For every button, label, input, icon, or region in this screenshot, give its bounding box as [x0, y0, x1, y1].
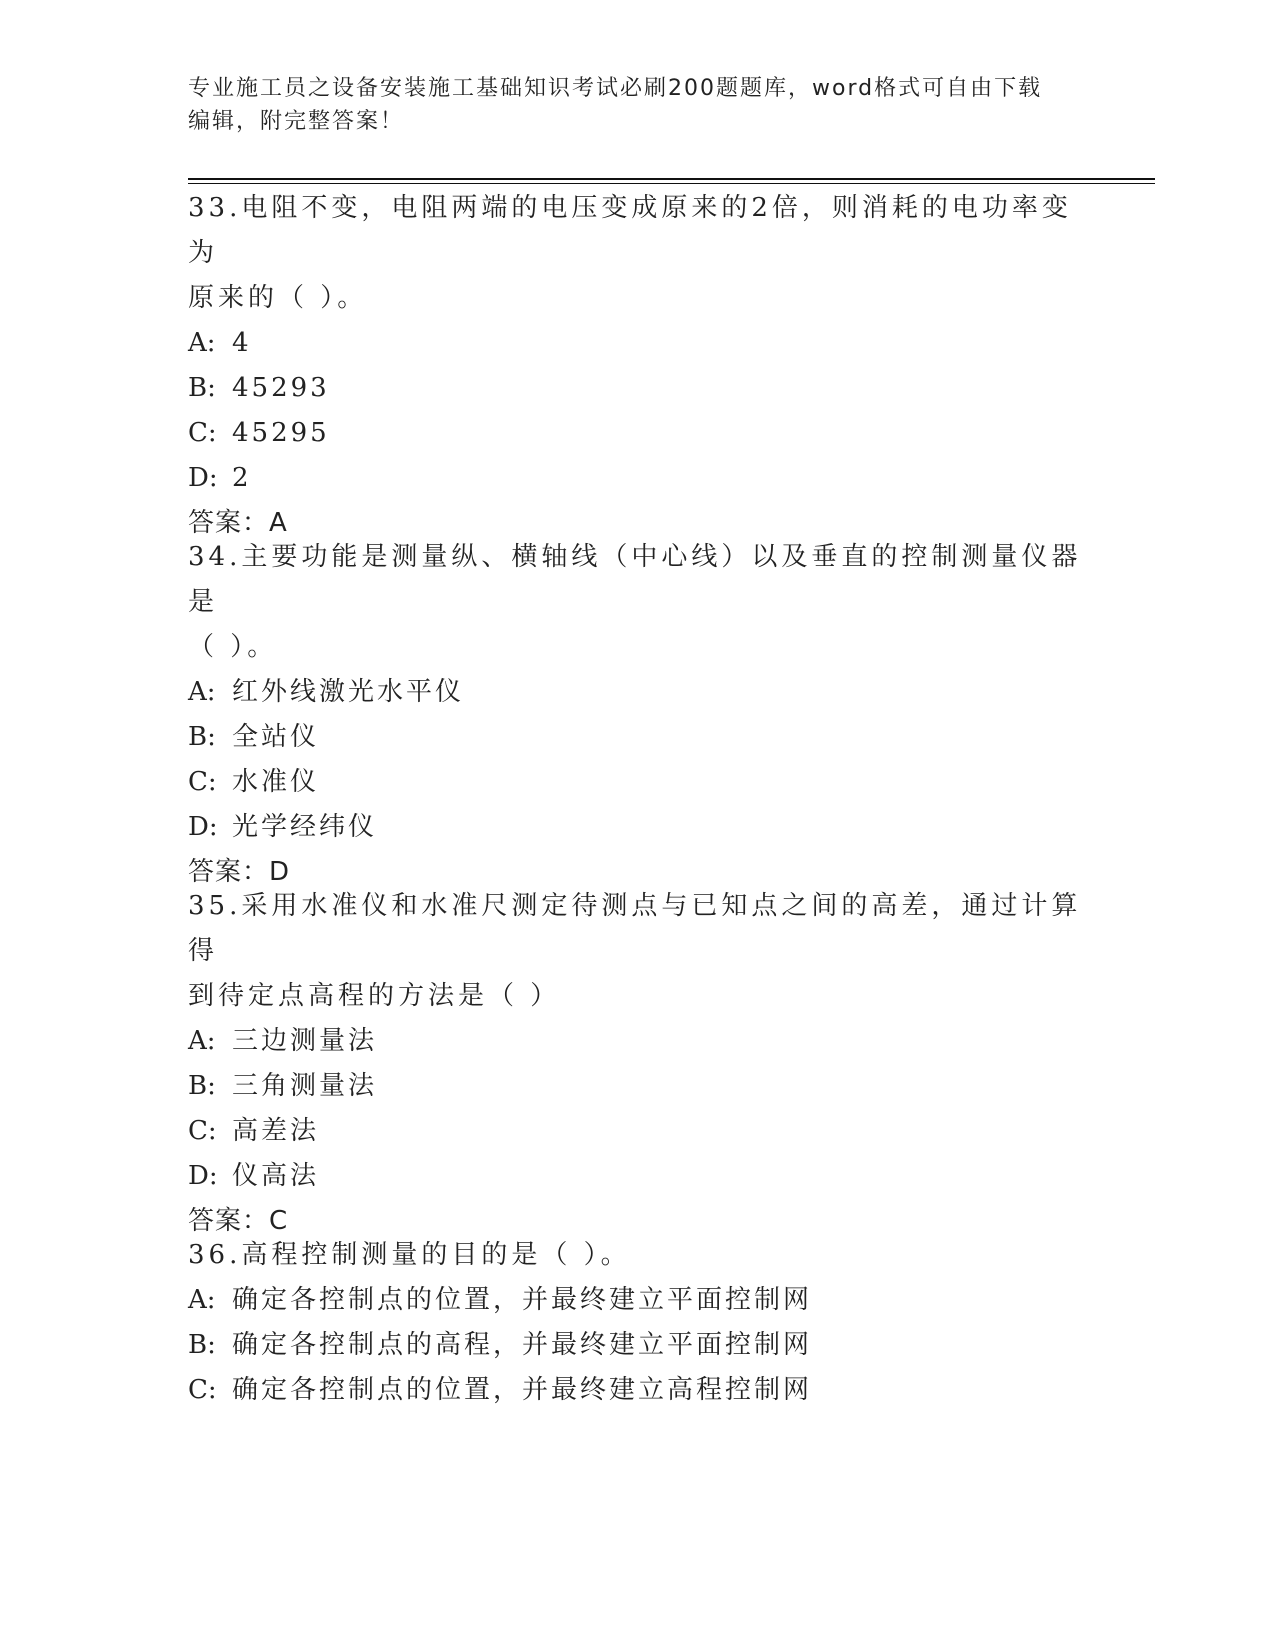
option-c — [188, 411, 1088, 456]
option-d — [188, 456, 1088, 501]
option-text: 光学经纬仪 — [232, 812, 378, 842]
option-letter: D: — [188, 1161, 218, 1191]
option-letter: B: — [188, 1330, 216, 1360]
option-letter: A: — [188, 1026, 216, 1056]
question-34 — [188, 535, 1088, 895]
option-letter: A: — [188, 1285, 216, 1315]
header-line-2: 编辑，附完整答案！ — [188, 109, 405, 134]
option-letter: C: — [188, 1116, 217, 1146]
question-stem-line: 35.采用水准仪和水准尺测定待测点与已知点之间的高差，通过计算得 — [188, 891, 1082, 966]
option-letter: C: — [188, 418, 217, 448]
option-text: 仪高法 — [232, 1161, 320, 1191]
option-c — [188, 1109, 1088, 1154]
document-header — [188, 72, 1088, 138]
option-letter: D: — [188, 812, 218, 842]
option-text: 2 — [232, 463, 252, 493]
option-a — [188, 1019, 1088, 1064]
option-c — [188, 1368, 1088, 1413]
option-letter: C: — [188, 767, 217, 797]
option-text: 45295 — [232, 418, 330, 448]
option-letter: B: — [188, 722, 216, 752]
question-stem-line: 原来的（ ）。 — [188, 283, 368, 313]
answer-text: 答案：C — [188, 1206, 289, 1236]
header-divider-thick — [188, 178, 1155, 180]
question-36 — [188, 1233, 1088, 1413]
option-letter: A: — [188, 328, 216, 358]
option-b — [188, 715, 1088, 760]
option-b — [188, 1064, 1088, 1109]
option-b — [188, 366, 1088, 411]
answer-text: 答案：D — [188, 857, 291, 887]
option-text: 三边测量法 — [232, 1026, 378, 1056]
option-b — [188, 1323, 1088, 1368]
option-text: 红外线激光水平仪 — [232, 677, 465, 707]
question-stem-line: 36.高程控制测量的目的是（ ）。 — [188, 1240, 631, 1270]
question-stem-line: （ ）。 — [188, 632, 278, 662]
option-a — [188, 321, 1088, 366]
option-letter: C: — [188, 1375, 217, 1405]
option-a — [188, 670, 1088, 715]
option-d — [188, 1154, 1088, 1199]
question-33 — [188, 186, 1088, 546]
question-35 — [188, 884, 1088, 1244]
header-divider-thin — [188, 183, 1155, 184]
header-line-1: 专业施工员之设备安装施工基础知识考试必刷200题题库，word格式可自由下载 — [188, 76, 1043, 101]
option-text: 45293 — [232, 373, 330, 403]
option-text: 全站仪 — [232, 722, 320, 752]
option-text: 三角测量法 — [232, 1071, 378, 1101]
option-text: 确定各控制点的高程，并最终建立平面控制网 — [232, 1330, 813, 1360]
option-d — [188, 805, 1088, 850]
question-stem-line: 到待定点高程的方法是（ ） — [188, 981, 561, 1011]
option-text: 确定各控制点的位置，并最终建立平面控制网 — [232, 1285, 813, 1315]
question-stem-line: 34.主要功能是测量纵、横轴线（中心线）以及垂直的控制测量仪器是 — [188, 542, 1082, 617]
option-letter: B: — [188, 373, 216, 403]
answer-text: 答案：A — [188, 508, 288, 538]
question-stem-line: 33.电阻不变，电阻两端的电压变成原来的2倍，则消耗的电功率变为 — [188, 193, 1072, 268]
option-text: 4 — [232, 328, 252, 358]
option-text: 水准仪 — [232, 767, 320, 797]
option-text: 高差法 — [232, 1116, 320, 1146]
option-letter: A: — [188, 677, 216, 707]
option-a — [188, 1278, 1088, 1323]
option-letter: B: — [188, 1071, 216, 1101]
option-letter: D: — [188, 463, 218, 493]
option-c — [188, 760, 1088, 805]
option-text: 确定各控制点的位置，并最终建立高程控制网 — [232, 1375, 813, 1405]
